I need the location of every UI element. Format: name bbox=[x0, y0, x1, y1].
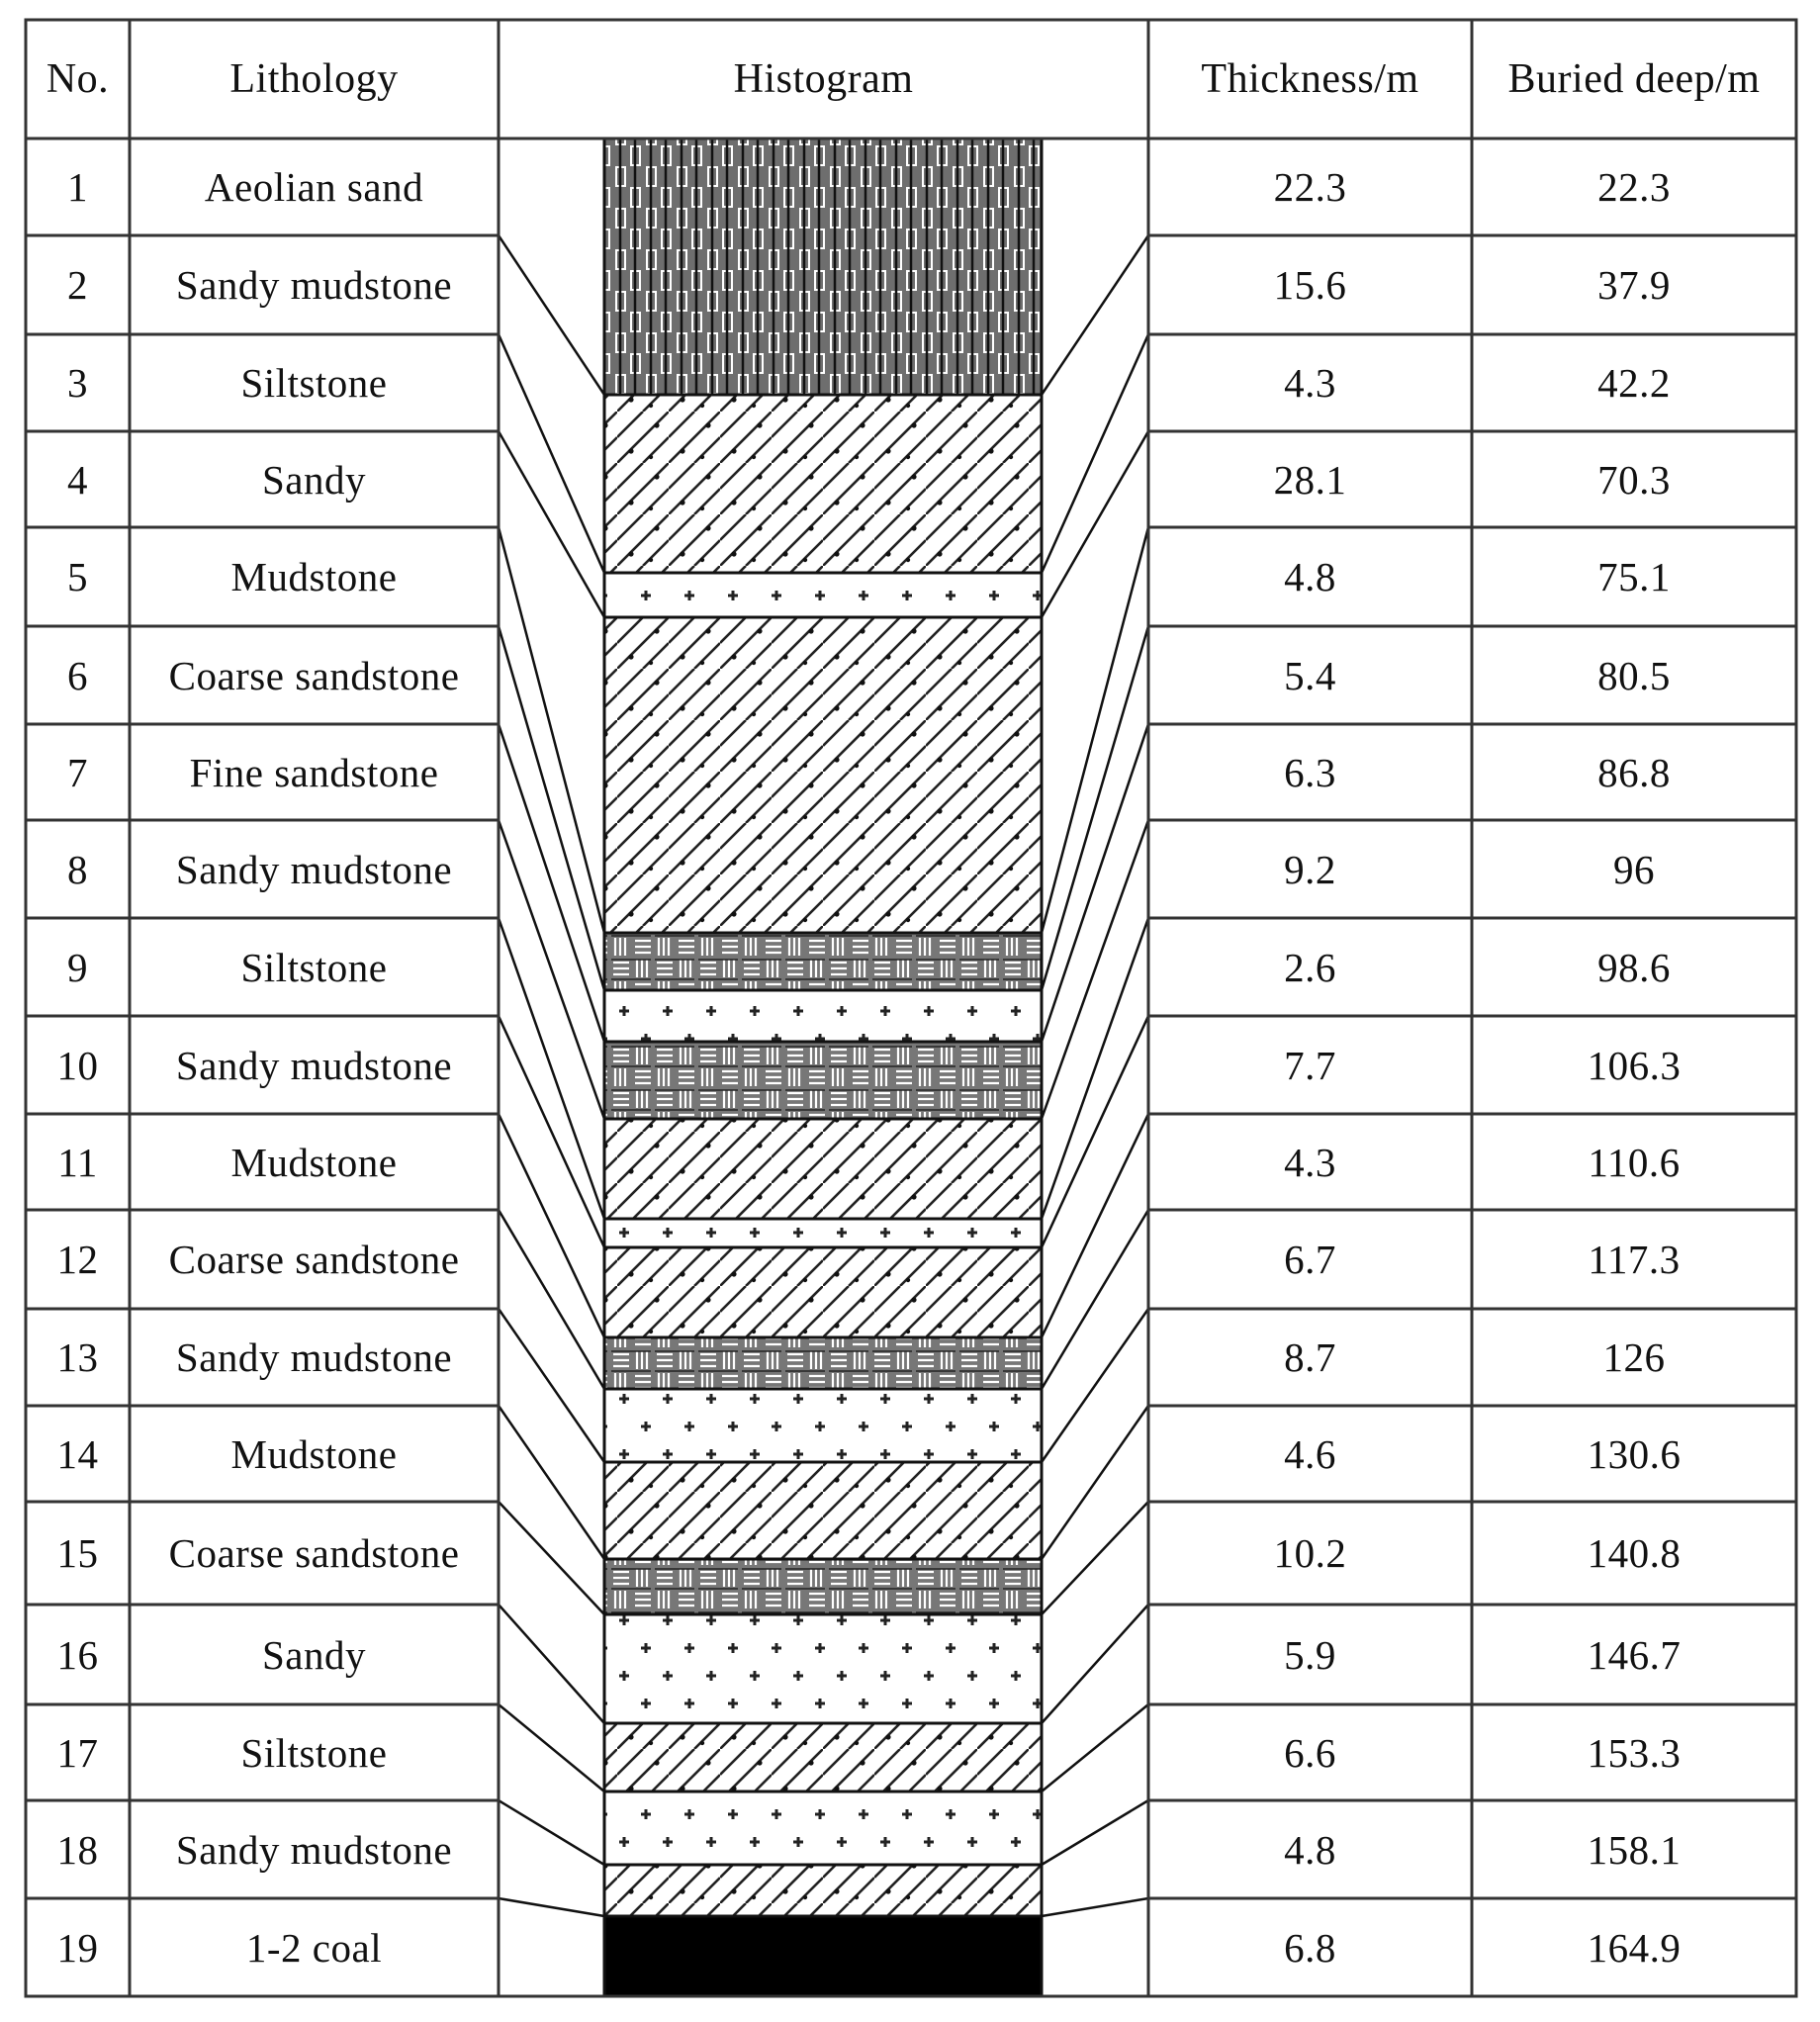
strata-layer-weave bbox=[604, 1337, 1042, 1389]
thickness-cell: 4.3 bbox=[1284, 360, 1336, 406]
thickness-cell: 9.2 bbox=[1284, 846, 1336, 892]
header-histogram: Histogram bbox=[733, 56, 914, 102]
connector-line-left bbox=[499, 918, 604, 1219]
buried-depth-cell: 130.6 bbox=[1587, 1430, 1682, 1477]
thickness-cell: 6.8 bbox=[1284, 1924, 1336, 1971]
strata-layer-weave bbox=[604, 1042, 1042, 1119]
row-number: 16 bbox=[56, 1631, 99, 1678]
thickness-cell: 4.8 bbox=[1284, 554, 1336, 599]
buried-depth-cell: 126 bbox=[1602, 1334, 1666, 1380]
strata-layer-weave bbox=[604, 933, 1042, 990]
strata-layer-coal bbox=[604, 1916, 1042, 1996]
buried-depth-cell: 22.3 bbox=[1597, 164, 1671, 210]
row-number: 8 bbox=[67, 846, 88, 892]
thickness-cell: 6.6 bbox=[1284, 1729, 1336, 1776]
connector-line-left bbox=[499, 1800, 604, 1865]
lithology-cell: Sandy mudstone bbox=[175, 1042, 453, 1088]
lithology-cell: 1-2 coal bbox=[245, 1924, 383, 1971]
thickness-cell: 22.3 bbox=[1273, 164, 1347, 210]
connector-line-right bbox=[1042, 1605, 1148, 1723]
lithology-cell: Fine sandstone bbox=[189, 749, 439, 795]
thickness-cell: 6.3 bbox=[1284, 749, 1336, 795]
strata-layer-dots bbox=[604, 1614, 1042, 1723]
strata-layer-diagdot bbox=[604, 1462, 1042, 1559]
thickness-cell: 10.2 bbox=[1273, 1530, 1347, 1576]
strata-layer-weave bbox=[604, 1559, 1042, 1614]
row-number: 15 bbox=[56, 1530, 99, 1576]
strata-layer-dots bbox=[604, 1389, 1042, 1462]
lithology-cell: Sandy bbox=[262, 1631, 366, 1678]
lithology-cell: Sandy mudstone bbox=[175, 262, 453, 308]
row-number: 4 bbox=[67, 456, 88, 503]
buried-depth-cell: 42.2 bbox=[1597, 360, 1671, 406]
thickness-cell: 28.1 bbox=[1273, 456, 1347, 503]
connector-line-left bbox=[499, 724, 604, 1042]
buried-depth-cell: 140.8 bbox=[1587, 1530, 1682, 1576]
connector-line-left bbox=[499, 1210, 604, 1389]
connector-line-left bbox=[499, 1704, 604, 1792]
connector-line-left bbox=[499, 626, 604, 990]
connector-line-left bbox=[499, 1114, 604, 1337]
lithology-cell: Sandy mudstone bbox=[175, 846, 453, 892]
lithology-cell: Coarse sandstone bbox=[168, 652, 460, 698]
row-number: 1 bbox=[67, 164, 88, 210]
connector-line-left bbox=[499, 1406, 604, 1559]
row-number: 17 bbox=[56, 1729, 99, 1776]
connector-line-right bbox=[1042, 1704, 1148, 1792]
strata-layer-diagdot bbox=[604, 1119, 1042, 1219]
connector-line-left bbox=[499, 1502, 604, 1614]
row-number: 18 bbox=[56, 1826, 99, 1873]
thickness-cell: 5.9 bbox=[1284, 1631, 1336, 1678]
thickness-cell: 4.6 bbox=[1284, 1430, 1336, 1477]
lithology-cell: Sandy bbox=[262, 456, 366, 503]
thickness-cell: 4.3 bbox=[1284, 1139, 1336, 1185]
buried-depth-cell: 158.1 bbox=[1587, 1826, 1682, 1873]
thickness-cell: 8.7 bbox=[1284, 1334, 1336, 1380]
connector-line-right bbox=[1042, 820, 1148, 1119]
connector-line-right bbox=[1042, 626, 1148, 990]
header-depth: Buried deep/m bbox=[1507, 56, 1761, 102]
thickness-cell: 5.4 bbox=[1284, 652, 1336, 698]
lithology-cell: Sandy mudstone bbox=[175, 1334, 453, 1380]
buried-depth-cell: 98.6 bbox=[1597, 944, 1671, 990]
thickness-cell: 2.6 bbox=[1284, 944, 1336, 990]
row-number: 7 bbox=[67, 749, 88, 795]
lithology-cell: Siltstone bbox=[240, 944, 388, 990]
buried-depth-cell: 164.9 bbox=[1587, 1924, 1682, 1971]
buried-depth-cell: 96 bbox=[1613, 846, 1655, 892]
row-number: 13 bbox=[56, 1334, 99, 1380]
thickness-cell: 15.6 bbox=[1273, 262, 1347, 308]
buried-depth-cell: 153.3 bbox=[1587, 1729, 1682, 1776]
row-number: 9 bbox=[67, 944, 88, 990]
buried-depth-cell: 80.5 bbox=[1597, 652, 1671, 698]
connector-line-left bbox=[499, 1898, 604, 1916]
row-number: 5 bbox=[67, 554, 88, 599]
strata-layer-diagdot bbox=[604, 1723, 1042, 1792]
row-number: 19 bbox=[56, 1924, 99, 1971]
lithology-cell: Siltstone bbox=[240, 360, 388, 406]
strata-layer-diagdot bbox=[604, 395, 1042, 573]
buried-depth-cell: 70.3 bbox=[1597, 456, 1671, 503]
thickness-cell: 6.7 bbox=[1284, 1237, 1336, 1282]
strata-layer-dots bbox=[604, 990, 1042, 1042]
lithology-cell: Siltstone bbox=[240, 1729, 388, 1776]
strata-layer-diagdot bbox=[604, 617, 1042, 933]
lithology-cell: Coarse sandstone bbox=[168, 1530, 460, 1576]
strata-layer-dots bbox=[604, 1792, 1042, 1865]
lithology-cell: Coarse sandstone bbox=[168, 1237, 460, 1282]
row-number: 12 bbox=[56, 1237, 99, 1282]
connector-line-right bbox=[1042, 1114, 1148, 1337]
lithology-cell: Mudstone bbox=[230, 1139, 398, 1185]
lithology-cell: Mudstone bbox=[230, 554, 398, 599]
buried-depth-cell: 110.6 bbox=[1588, 1139, 1681, 1185]
connector-line-left bbox=[499, 820, 604, 1119]
header-lithology: Lithology bbox=[229, 56, 399, 102]
connector-line-left bbox=[499, 1016, 604, 1247]
connector-line-right bbox=[1042, 1502, 1148, 1614]
connector-line-right bbox=[1042, 1309, 1148, 1462]
row-number: 11 bbox=[57, 1139, 98, 1185]
buried-depth-cell: 37.9 bbox=[1597, 262, 1671, 308]
header-thickness: Thickness/m bbox=[1201, 56, 1419, 102]
header-no: No. bbox=[46, 56, 110, 102]
connector-line-right bbox=[1042, 1898, 1148, 1916]
connector-line-left bbox=[499, 1605, 604, 1723]
row-number: 3 bbox=[67, 360, 88, 406]
lithology-cell: Aeolian sand bbox=[204, 164, 424, 210]
lithology-cell: Mudstone bbox=[230, 1430, 398, 1477]
buried-depth-cell: 86.8 bbox=[1597, 749, 1671, 795]
strata-layer-diagdot bbox=[604, 1247, 1042, 1337]
strata-layer-dots bbox=[604, 573, 1042, 617]
connector-line-right bbox=[1042, 1406, 1148, 1559]
buried-depth-cell: 117.3 bbox=[1588, 1237, 1681, 1282]
row-number: 2 bbox=[67, 262, 88, 308]
connector-line-left bbox=[499, 1309, 604, 1462]
lithology-cell: Sandy mudstone bbox=[175, 1826, 453, 1873]
connector-line-right bbox=[1042, 1210, 1148, 1389]
thickness-cell: 4.8 bbox=[1284, 1826, 1336, 1873]
buried-depth-cell: 106.3 bbox=[1587, 1042, 1682, 1088]
buried-depth-cell: 146.7 bbox=[1587, 1631, 1682, 1678]
thickness-cell: 7.7 bbox=[1284, 1042, 1336, 1088]
row-number: 14 bbox=[56, 1430, 99, 1477]
strata-layer-diagdot bbox=[604, 1865, 1042, 1916]
row-number: 10 bbox=[56, 1042, 99, 1088]
strata-layer-brick bbox=[604, 138, 1042, 395]
connector-line-right bbox=[1042, 1800, 1148, 1865]
row-number: 6 bbox=[67, 652, 88, 698]
connector-line-right bbox=[1042, 918, 1148, 1219]
connector-line-right bbox=[1042, 1016, 1148, 1247]
buried-depth-cell: 75.1 bbox=[1597, 554, 1671, 599]
strata-layer-dots bbox=[604, 1219, 1042, 1247]
connector-line-right bbox=[1042, 724, 1148, 1042]
